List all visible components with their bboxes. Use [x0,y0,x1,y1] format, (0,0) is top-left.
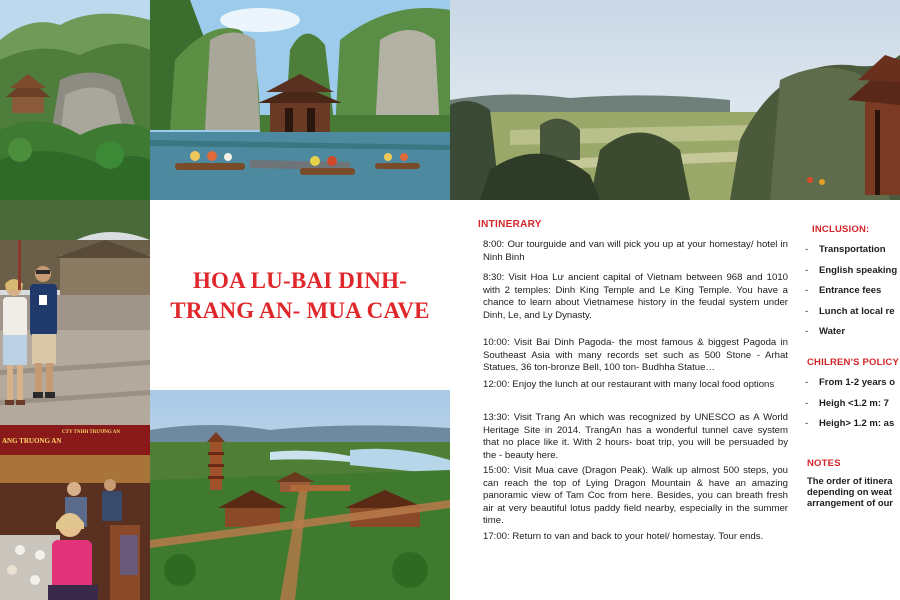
itinerary-item: 8:00: Our tourguide and van will pick you up at your homestay/ hotel in Ninh Binh [483,239,788,263]
photo-water-temple-boats [150,0,450,200]
notes-line: depending on weat [807,486,892,498]
tour-title-line-1: HOA LU-BAI DINH- [192,268,408,293]
notes-line: arrangement of our [807,497,893,509]
photo-bai-dinh-pagoda-aerial [150,390,450,600]
itinerary-item: 8:30: Visit Hoa Lư ancient capital of Vietnam between 968 and 1010 with 2 temples: Dinh King Temple and Le King Temple. You have a chance to learn about Vietnamese history in the feudal system under Dinh, Le, and Ly Dynasty. [483,272,788,321]
itinerary-item: 17:00: Return to van and back to your hotel/ homestay. Tour ends. [483,531,764,542]
photo-mountain-temple [0,0,150,200]
children-policy-heading: CHILREN'S POLICY [807,357,900,368]
inclusion-item: - English speaking [805,265,898,276]
photo-restaurant-lunch [0,425,150,600]
children-policy-item: - Heigh> 1.2 m: as [805,418,895,429]
inclusion-item: - Transportation [805,244,886,255]
photo-tourists-couple [0,200,150,425]
itinerary-item: 10:00: Visit Bai Dinh Pagoda- the most famous & biggest Pagoda in Southeast Asia with many records set such as 500 Stone - Arhat Statues, 36 ton-bronze Bell, 100 ton- Budhha Statue… [483,337,788,374]
itinerary-section [450,200,805,600]
tour-title-block [150,200,450,390]
inclusion-item: - Lunch at local re [805,306,895,317]
notes-line: The order of itinera [807,475,893,486]
children-policy-item: - Heigh <1.2 m: 7 [805,398,889,409]
tour-title-line-2: TRANG AN- MUA CAVE [170,298,430,323]
notes-text [807,475,900,509]
restaurant-sign-left: ANG TRUONG AN [2,437,62,445]
itinerary-heading: INTINERARY [478,219,542,230]
photo-mua-cave-panorama [450,0,900,200]
side-info-column [805,200,900,600]
inclusion-item: - Entrance fees [805,285,882,296]
inclusion-heading: INCLUSION: [812,224,870,235]
inclusion-item: - Water [805,326,846,337]
restaurant-sign-right: CTY TNHH TRƯƠNG AN [62,430,120,435]
children-policy-item: - From 1-2 years o [805,377,896,388]
itinerary-item: 15:00: Visit Mua cave (Dragon Peak). Walk up almost 500 steps, you can reach the top of Lying Dragon Mountain & have an amazing panoramic view of Tam Coc from here. Besides, you can breath fresh air at very beautiful lotus paddy field nearby, especially in the summer time. [483,465,788,527]
itinerary-item: 13:30: Visit Trang An which was recognized by UNESCO as A World Heritage Site in 2014. TrangAn has a wonderful tunnel cave system that no place like it. With 2 hours- boat trip, you will be persuaded by the - beauty here. [483,412,788,461]
notes-heading: NOTES [807,458,841,469]
itinerary-item: 12:00: Enjoy the lunch at our restaurant with many local food options [483,379,775,390]
